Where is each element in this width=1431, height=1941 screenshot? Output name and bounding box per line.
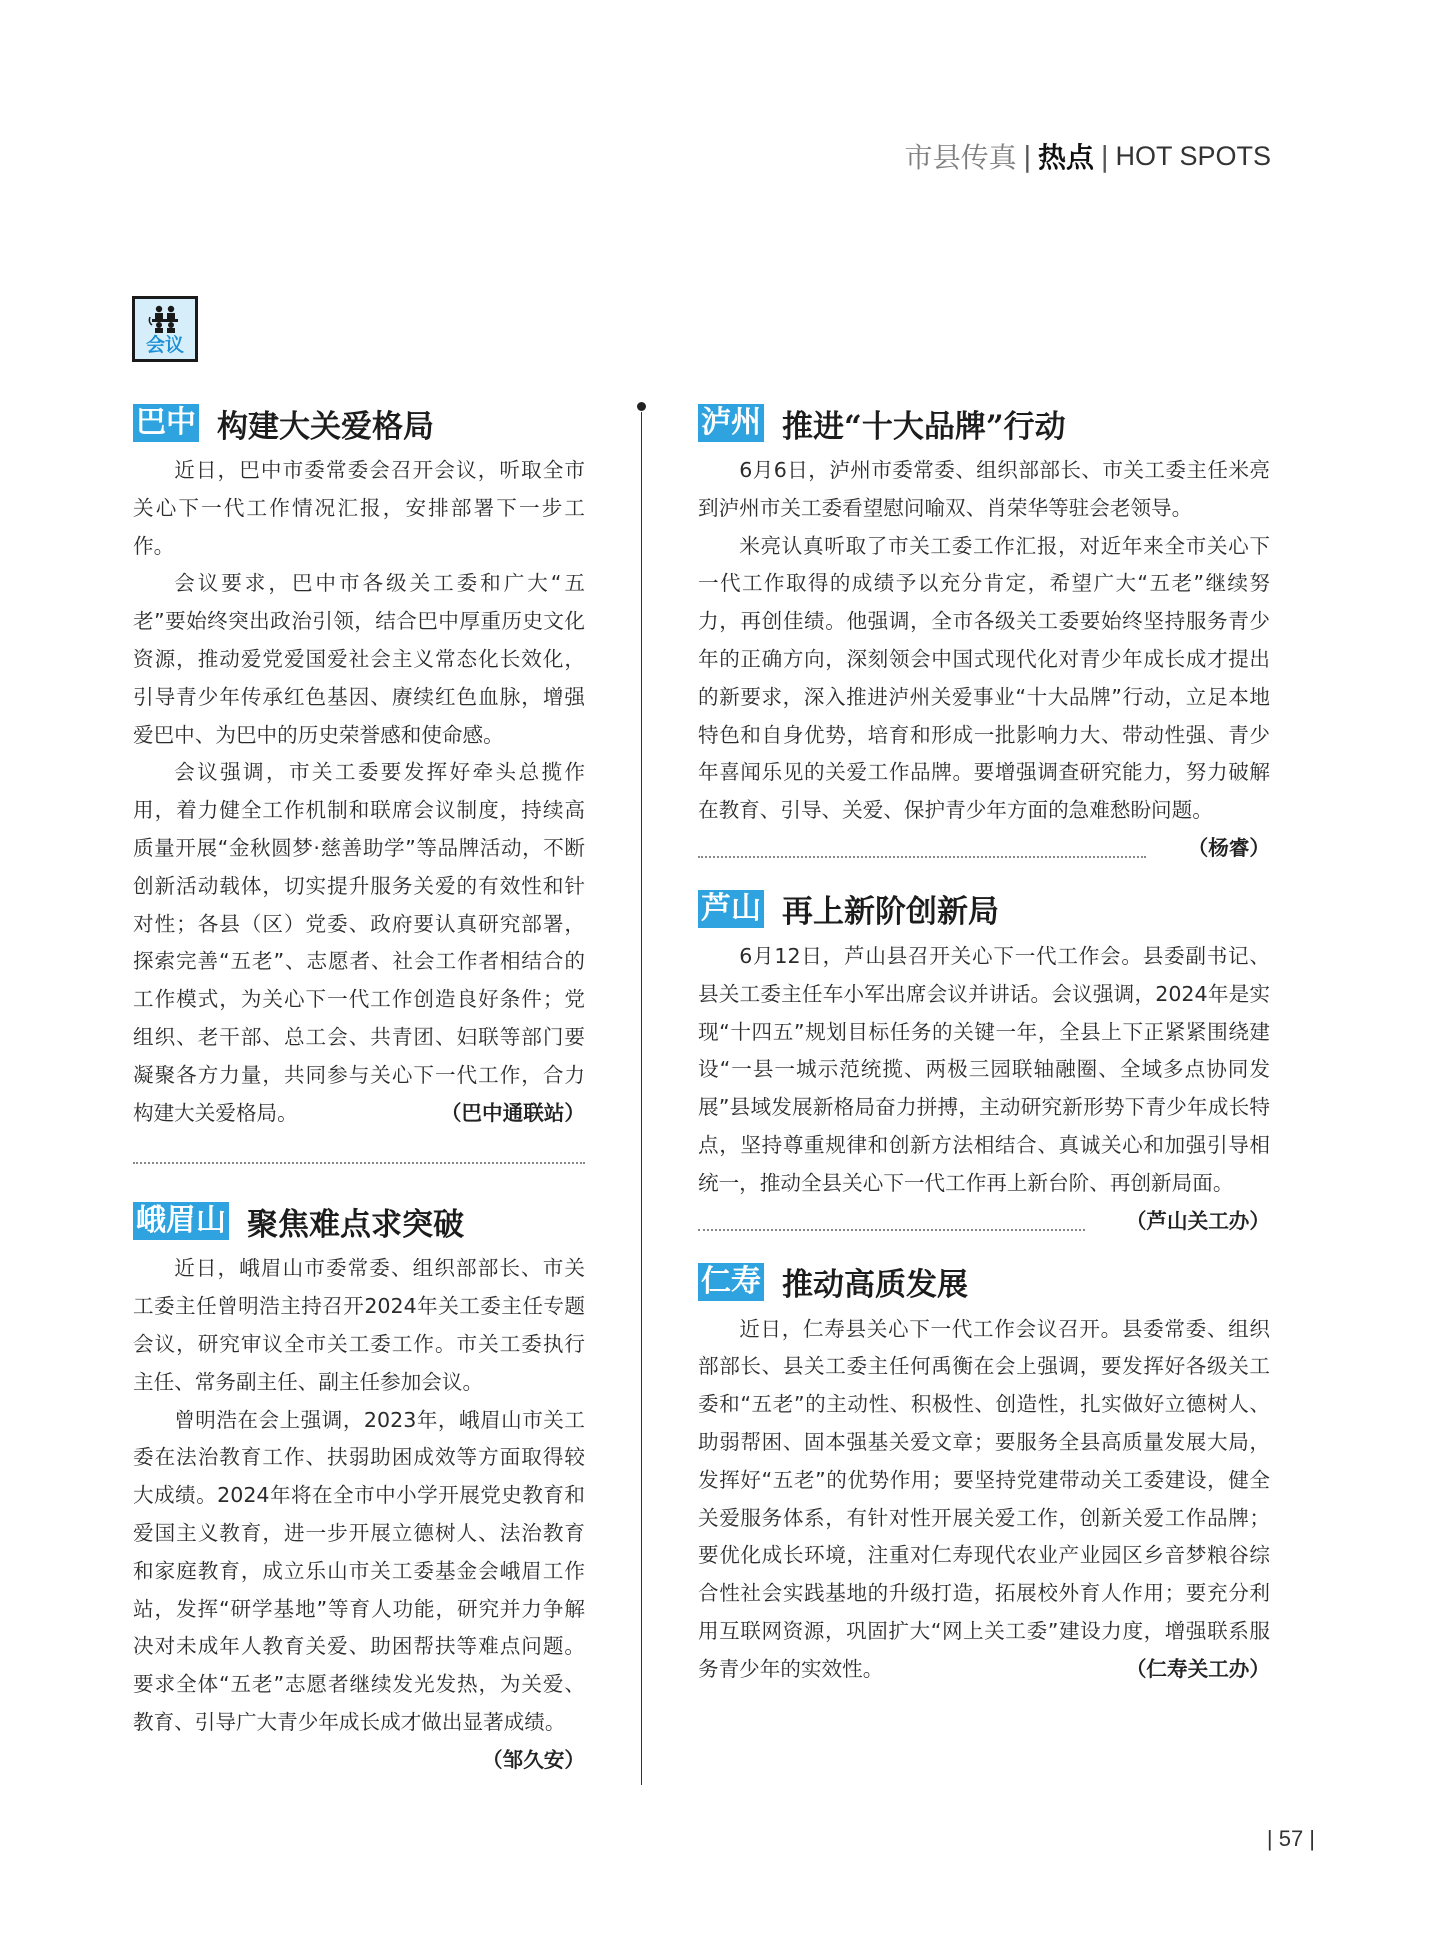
article-title: 聚焦难点求突破 [247, 1206, 464, 1243]
paragraph-text: 米亮认真听取了市关工委工作汇报，对近年来全市关心下一代工作取得的成绩予以充分肯定，希望广大“五老”继续努力，再创佳绩。他强调，全市各级关工委要始终坚持服务青少年的正确方向，深刻领会中国式现代化对青少年成长成才提出的新要求，深入推进泸州关爱事业“十大品牌”行动，立足本地特色和自身优势，培育和形成一批影响力大、带动性强、青少年喜闻乐见的关爱工作品牌。要增强调查研究能力，努力破解在教育、引导、关爱、保护青少年方面的急难愁盼问题。 [698, 533, 1270, 823]
paragraph [133, 1402, 585, 1772]
article-body [133, 1250, 585, 1772]
article-source: （杨睿） [1187, 835, 1270, 860]
place-tag: 巴中 [133, 404, 199, 442]
paragraph-text: 6月12日，芦山县召开关心下一代工作会。县委副书记、县关工委主任车小军出席会议并讲话。会议强调，2024年是实现“十四五”规划目标任务的关键一年，全县上下正紧紧围绕建设“一县一城示范统揽、两极三园联轴融圈、全域多点协同发展”县域发展新格局奋力拼搏，主动研究新形势下青少年成长特点，坚持尊重规律和创新方法相结合、真诚关心和加强引导相统一，推动全县关心下一代工作再上新台阶、再创新局面。 [698, 943, 1270, 1195]
article-lushan [698, 888, 1270, 1233]
english-label: HOT SPOTS [1115, 140, 1271, 171]
place-tag: 芦山 [698, 890, 764, 928]
paragraph [698, 528, 1270, 860]
header-separator: | [1100, 139, 1110, 173]
paragraph: 近日，巴中市委常委会召开会议，听取全市关心下一代工作情况汇报，安排部署下一步工作。 [133, 458, 585, 558]
section-title: 市县传真 [904, 141, 1017, 174]
section-rule [133, 1162, 585, 1164]
article-heading [133, 402, 585, 444]
article-bazhong [133, 402, 585, 1132]
section-rule [698, 856, 1146, 858]
paragraph-text: 近日，仁寿县关心下一代工作会议召开。县委常委、组织部部长、县关工委主任何禹衡在会上强调，要发挥好各级关工委和“五老”的主动性、积极性、创造性，扎实做好立德树人、助弱帮困、固本强基关爱文章；要服务全县高质量发展大局，发挥好“五老”的优势作用；要坚持党建带动关工委建设，健全关爱服务体系，有针对性开展关爱工作，创新关爱工作品牌；要优化成长环境，注重对仁寿现代农业产业园区乡音梦粮谷综合性社会实践基地的升级打造，拓展校外育人作用；要充分利用互联网资源，巩固扩大“网上关工委”建设力度，增强联系服务青少年的实效性。 [698, 1316, 1270, 1681]
article-source: （巴中通联站） [440, 1100, 585, 1125]
paragraph [698, 1311, 1270, 1689]
meeting-badge [132, 296, 198, 362]
paragraph: 会议要求，巴中市各级关工委和广大“五老”要始终突出政治引领，结合巴中厚重历史文化资源，推动爱党爱国爱社会主义常态化长效化，引导青少年传承红色基因、赓续红色血脉，增强爱巴中、为巴中的历史荣誉感和使命感。 [133, 571, 585, 747]
section-rule [698, 1229, 1085, 1231]
column-divider [641, 412, 642, 1785]
article-title: 再上新阶创新局 [782, 894, 999, 931]
article-heading [698, 888, 1270, 930]
page-header [905, 136, 1271, 176]
badge-label: 会议 [145, 334, 184, 356]
article-title: 推进“十大品牌”行动 [782, 408, 1066, 445]
paragraph: 近日，峨眉山市委常委、组织部部长、市关工委主任曾明浩主持召开2024年关工委主任专题会议，研究审议全市关工委工作。市关工委执行主任、常务副主任、副主任参加会议。 [133, 1256, 585, 1394]
article-source: （芦山关工办） [1125, 1208, 1270, 1233]
article-heading [133, 1200, 585, 1242]
article-body [698, 938, 1270, 1233]
place-tag: 仁寿 [698, 1263, 764, 1301]
left-column [133, 402, 585, 1780]
article-title: 构建大关爱格局 [217, 408, 434, 445]
article-source: （仁寿关工办） [1125, 1656, 1270, 1681]
right-column [698, 402, 1270, 1689]
paragraph [698, 938, 1270, 1233]
column-divider-dot [637, 402, 646, 411]
header-separator: | [1022, 139, 1033, 173]
place-tag: 泸州 [698, 404, 764, 442]
paragraph-text: 曾明浩在会上强调，2023年，峨眉山市关工委在法治教育工作、扶弱助困成效等方面取得较大成绩。2024年将在全市中小学开展党史教育和爱国主义教育，进一步开展立德树人、法治教育和家庭教育，成立乐山市关工委基金会峨眉工作站，发挥“研学基地”等育人功能，研究并力争解决对未成年人教育关爱、助困帮扶等难点问题。要求全体“五老”志愿者继续发光发热，为关爱、教育、引导广大青少年成长成才做出显著成绩。 [133, 1407, 585, 1734]
place-tag: 峨眉山 [133, 1202, 229, 1240]
hot-label: 热点 [1038, 141, 1095, 174]
article-body [698, 1311, 1270, 1689]
article-body [133, 452, 585, 1132]
meeting-icon [148, 305, 182, 333]
article-emeishan [133, 1200, 585, 1772]
article-body [698, 452, 1270, 860]
article-heading [698, 1261, 1270, 1303]
article-title: 推动高质发展 [782, 1267, 968, 1304]
article-luzhou [698, 402, 1270, 860]
paragraph: 6月6日，泸州市委常委、组织部部长、市关工委主任米亮到泸州市关工委看望慰问喻双、肖荣华等驻会老领导。 [698, 458, 1270, 520]
article-heading [698, 402, 1270, 444]
article-source: （邹久安） [482, 1747, 585, 1772]
paragraph-text: 会议强调，市关工委要发挥好牵头总揽作用，着力健全工作机制和联席会议制度，持续高质量开展“金秋圆梦·慈善助学”等品牌活动，不断创新活动载体，切实提升服务关爱的有效性和针对性；各县（区）党委、政府要认真研究部署，探索完善“五老”、志愿者、社会工作者相结合的工作模式，为关心下一代工作创造良好条件；党组织、老干部、总工会、共青团、妇联等部门要凝聚各方力量，共同参与关心下一代工作，合力构建大关爱格局。 [133, 760, 585, 1125]
page-number: | 57 | [1266, 1826, 1315, 1851]
paragraph [133, 754, 585, 1132]
article-renshou [698, 1261, 1270, 1689]
